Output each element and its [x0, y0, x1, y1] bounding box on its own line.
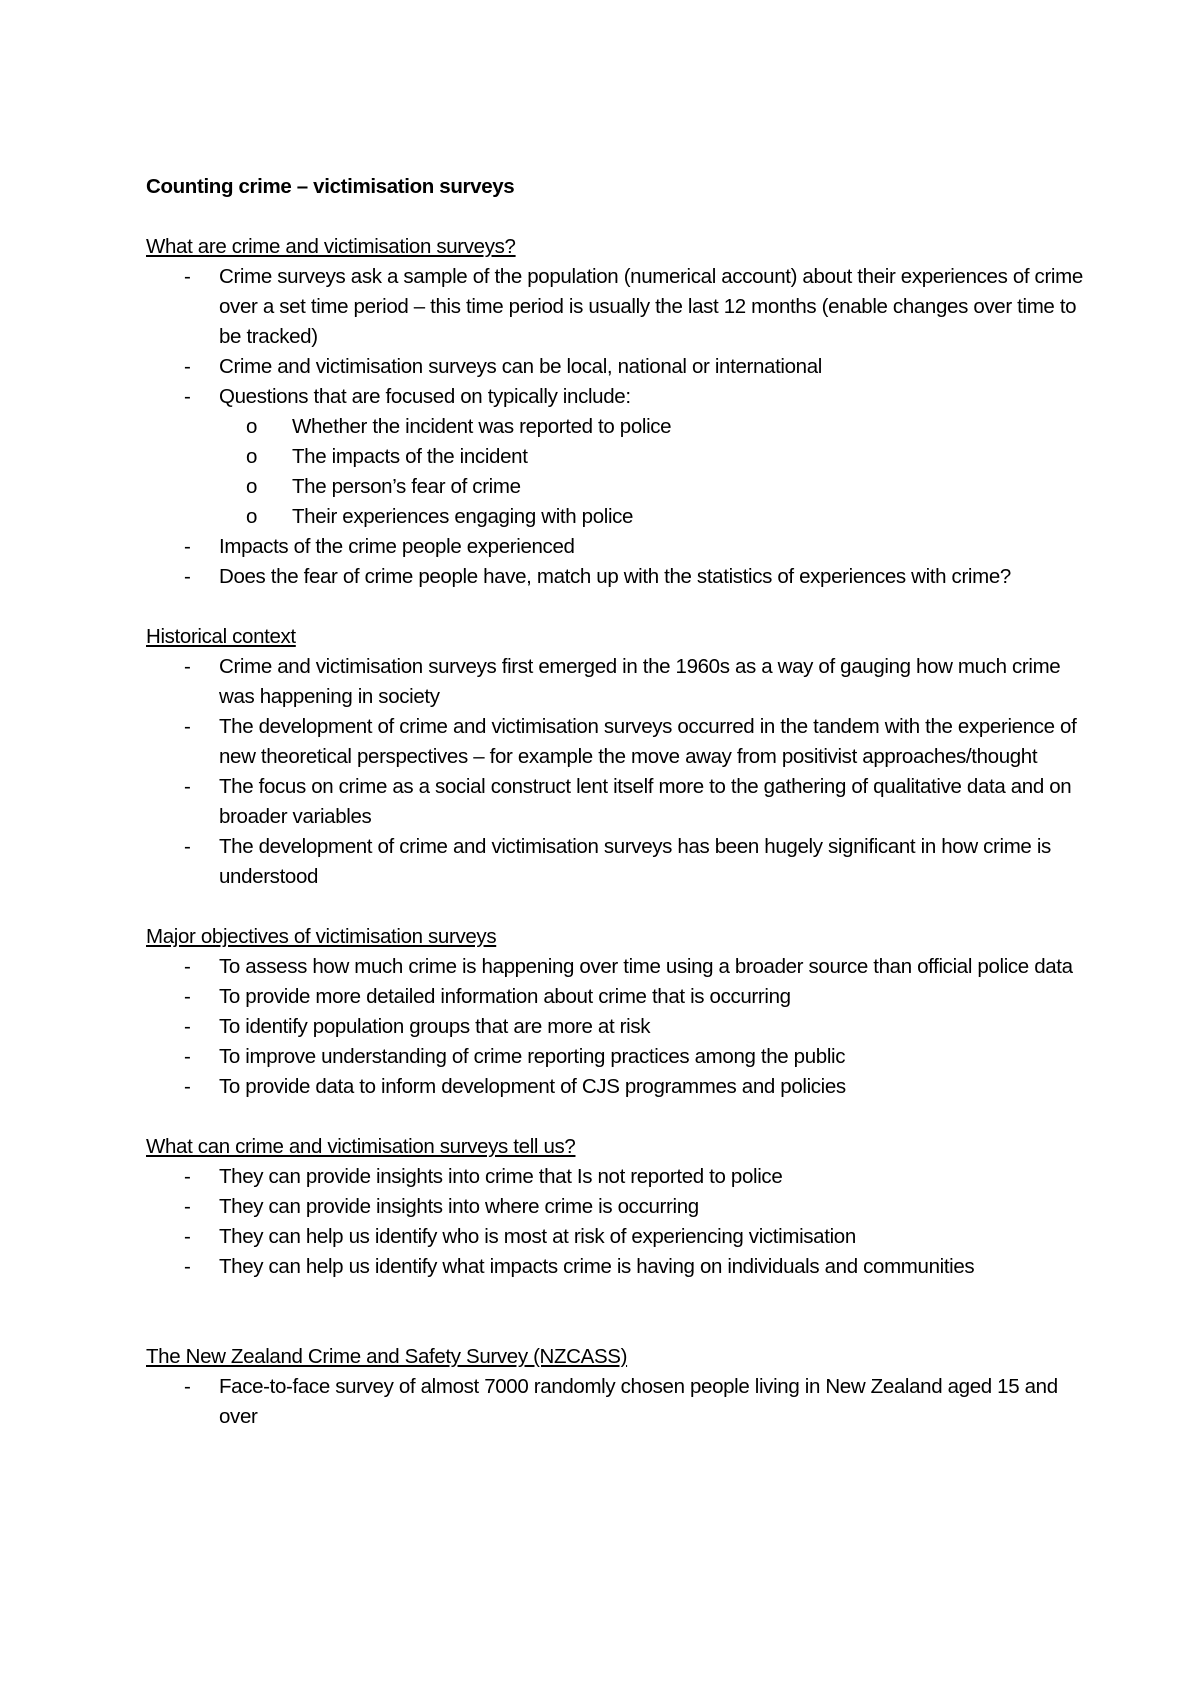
- sub-list-item-text: Whether the incident was reported to police: [292, 415, 672, 438]
- list-item-text: To provide data to inform development of CJS programmes and policies: [219, 1075, 846, 1098]
- dash-bullet: -: [184, 1075, 191, 1098]
- list-item: [146, 1012, 1086, 1042]
- section-heading: The New Zealand Crime and Safety Survey (NZCASS): [146, 1345, 628, 1368]
- section-major-objectives: [146, 922, 1086, 1102]
- list-item-text: Does the fear of crime people have, match up with the statistics of experiences with crime?: [219, 565, 1011, 588]
- section-heading: What are crime and victimisation surveys?: [146, 235, 516, 258]
- list-item-text: They can provide insights into where crime is occurring: [219, 1195, 699, 1218]
- list-item: [146, 832, 1086, 892]
- circle-bullet: o: [246, 445, 258, 468]
- list-item: [146, 262, 1086, 352]
- list-item-text: To identify population groups that are more at risk: [219, 1015, 651, 1038]
- dash-bullet: -: [184, 775, 191, 798]
- dash-bullet: -: [184, 715, 191, 738]
- list-item-text: They can provide insights into crime that Is not reported to police: [219, 1165, 783, 1188]
- dash-bullet: -: [184, 1375, 191, 1398]
- section-heading: Historical context: [146, 625, 296, 648]
- section-heading: What can crime and victimisation surveys tell us?: [146, 1135, 576, 1158]
- list-item: [146, 952, 1086, 982]
- document-page: [146, 172, 1086, 1462]
- bullet-list: [146, 262, 1086, 592]
- list-item-text: Face-to-face survey of almost 7000 randomly chosen people living in New Zealand aged 15 and over: [219, 1375, 1058, 1428]
- list-item: [146, 1042, 1086, 1072]
- dash-bullet: -: [184, 535, 191, 558]
- list-item: [146, 382, 1086, 532]
- dash-bullet: -: [184, 985, 191, 1008]
- dash-bullet: -: [184, 1045, 191, 1068]
- circle-bullet: o: [246, 475, 258, 498]
- list-item: [146, 652, 1086, 712]
- list-item-text: Questions that are focused on typically include:: [219, 385, 631, 408]
- list-item: [146, 1372, 1086, 1432]
- dash-bullet: -: [184, 835, 191, 858]
- dash-bullet: -: [184, 265, 191, 288]
- list-item: [146, 772, 1086, 832]
- dash-bullet: -: [184, 1225, 191, 1248]
- dash-bullet: -: [184, 355, 191, 378]
- circle-bullet: o: [246, 415, 258, 438]
- sub-list-item: [219, 412, 1086, 442]
- bullet-list: [146, 1162, 1086, 1282]
- dash-bullet: -: [184, 1195, 191, 1218]
- section-what-are-surveys: [146, 232, 1086, 592]
- list-item: [146, 532, 1086, 562]
- sub-list-item-text: The impacts of the incident: [292, 445, 528, 468]
- circle-bullet: o: [246, 505, 258, 528]
- sub-list-item: [219, 442, 1086, 472]
- list-item-text: They can help us identify what impacts crime is having on individuals and communities: [219, 1255, 975, 1278]
- list-item-text: Crime surveys ask a sample of the population (numerical account) about their experiences of crime over a set time period – this time period is usually the last 12 months (enable changes over time to be tracked): [219, 265, 1083, 348]
- list-item: [146, 1192, 1086, 1222]
- list-item: [146, 1162, 1086, 1192]
- list-item: [146, 1072, 1086, 1102]
- list-item-text: To provide more detailed information about crime that is occurring: [219, 985, 791, 1008]
- dash-bullet: -: [184, 385, 191, 408]
- sub-list-item-text: Their experiences engaging with police: [292, 505, 634, 528]
- list-item-text: The focus on crime as a social construct lent itself more to the gathering of qualitative data and on broader variables: [219, 775, 1072, 828]
- list-item: [146, 1252, 1086, 1282]
- section-what-can-surveys-tell-us: [146, 1132, 1086, 1282]
- sub-list-item-text: The person’s fear of crime: [292, 475, 521, 498]
- list-item-text: The development of crime and victimisation surveys has been hugely significant in how crime is understood: [219, 835, 1051, 888]
- list-item: [146, 562, 1086, 592]
- dash-bullet: -: [184, 1015, 191, 1038]
- list-item-text: Impacts of the crime people experienced: [219, 535, 575, 558]
- dash-bullet: -: [184, 655, 191, 678]
- list-item-text: They can help us identify who is most at risk of experiencing victimisation: [219, 1225, 856, 1248]
- sub-list-item: [219, 472, 1086, 502]
- sub-list-item: [219, 502, 1086, 532]
- dash-bullet: -: [184, 1165, 191, 1188]
- section-nzcass: [146, 1342, 1086, 1432]
- dash-bullet: -: [184, 1255, 191, 1278]
- list-item: [146, 712, 1086, 772]
- sub-bullet-list: [219, 412, 1086, 532]
- list-item-text: To assess how much crime is happening over time using a broader source than official police data: [219, 955, 1073, 978]
- list-item-text: To improve understanding of crime reporting practices among the public: [219, 1045, 846, 1068]
- bullet-list: [146, 652, 1086, 892]
- dash-bullet: -: [184, 565, 191, 588]
- list-item-text: Crime and victimisation surveys first emerged in the 1960s as a way of gauging how much crime was happening in society: [219, 655, 1061, 708]
- document-title: Counting crime – victimisation surveys: [146, 175, 515, 198]
- bullet-list: [146, 952, 1086, 1102]
- list-item: [146, 1222, 1086, 1252]
- section-historical-context: [146, 622, 1086, 892]
- dash-bullet: -: [184, 955, 191, 978]
- list-item-text: The development of crime and victimisation surveys occurred in the tandem with the experience of new theoretical perspectives – for example the move away from positivist approaches/thought: [219, 715, 1077, 768]
- bullet-list: [146, 1372, 1086, 1432]
- section-heading: Major objectives of victimisation surveys: [146, 925, 497, 948]
- list-item: [146, 982, 1086, 1012]
- list-item-text: Crime and victimisation surveys can be local, national or international: [219, 355, 822, 378]
- list-item: [146, 352, 1086, 382]
